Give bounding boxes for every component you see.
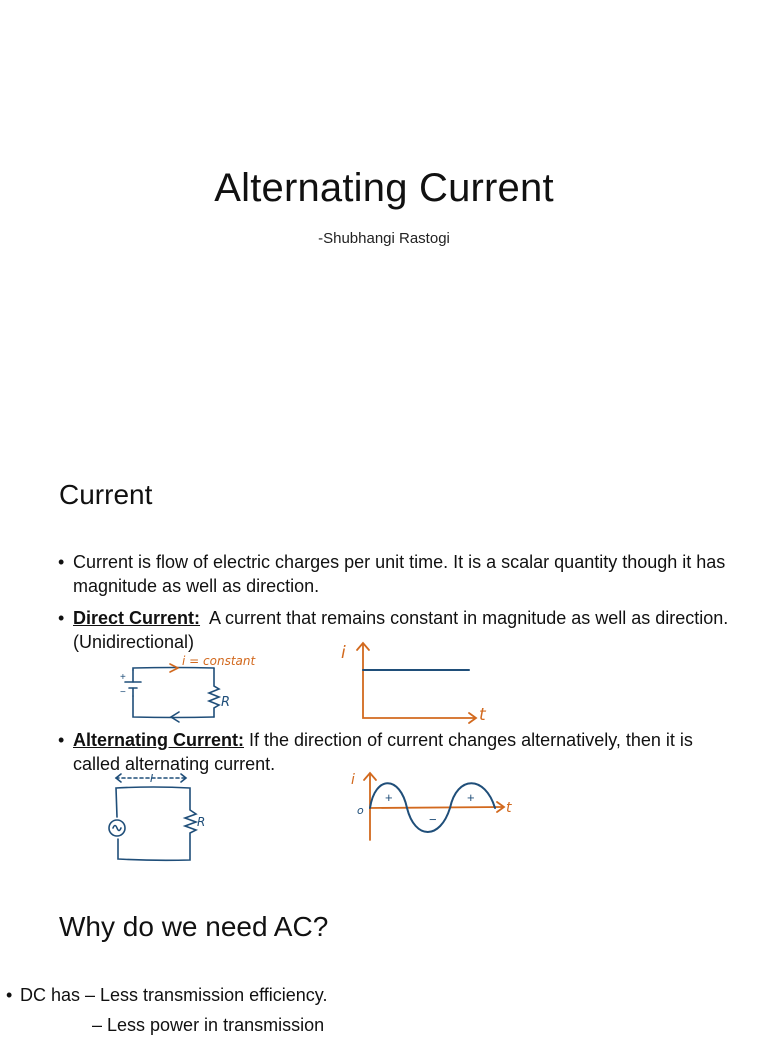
dc-graph-x-label: t [479,705,486,725]
dc-current-label: i = constant [182,654,256,668]
ac-resistor-label: R [197,815,206,829]
section-heading-why-ac: Why do we need AC? [59,911,329,942]
ac-circuit-diagram [104,770,224,865]
bullet-text: DC has – Less transmission efficiency. [20,985,328,1005]
slide-title: Alternating Current [214,166,554,210]
ac-graph-plus-label-2: + [467,790,475,805]
dc-current-graph [335,638,505,728]
ac-graph-x-axis [370,807,503,808]
ac-graph-plus-label: + [385,790,393,805]
bullet-dot: • [58,730,65,750]
ac-graph-origin-label: o [357,804,364,817]
author-subtitle: -Shubhangi Rastogi [318,230,450,247]
ac-circuit-wire [116,787,196,860]
bullet-current-definition [58,550,738,598]
ac-graph-y-label: i [351,772,355,788]
dc-bottom-wire [133,696,214,718]
bullet-text: If the direction of current changes alternatively, then it is called alternating current. [73,730,698,774]
dc-resistor [209,668,219,717]
dc-graph-y-label: i [341,643,346,663]
bullet-text: – Less power in transmission [92,1015,325,1035]
dc-battery-plus: + [120,672,126,683]
ac-current-label: I [150,772,154,785]
term-alternating-current: Alternating Current: [73,730,244,750]
ac-graph-x-label: t [506,800,512,816]
bullet-dc-power [20,1013,768,1037]
dc-graph-axes [363,644,475,718]
bullet-dot: • [58,608,65,628]
section-heading-current: Current [59,479,153,510]
dc-battery-minus: − [120,687,126,698]
term-direct-current: Direct Current: [73,608,201,628]
bullet-text: A current that remains constant in magnitude as well as direction. (Unidirectional) [73,608,734,652]
bullet-text: Current is flow of electric charges per unit time. It is a scalar quantity though it has magnitude as well as direction. [73,552,726,596]
bullet-dot: • [6,985,13,1005]
ac-current-graph [345,770,525,845]
bullet-alternating-current [58,728,738,776]
ac-source-wave [113,826,121,831]
ac-graph-minus-label: − [429,812,437,827]
bullet-dc-efficiency [6,983,720,1007]
dc-circuit-diagram [116,650,266,725]
bullet-dot: • [58,552,65,572]
dc-resistor-label: R [221,695,231,710]
